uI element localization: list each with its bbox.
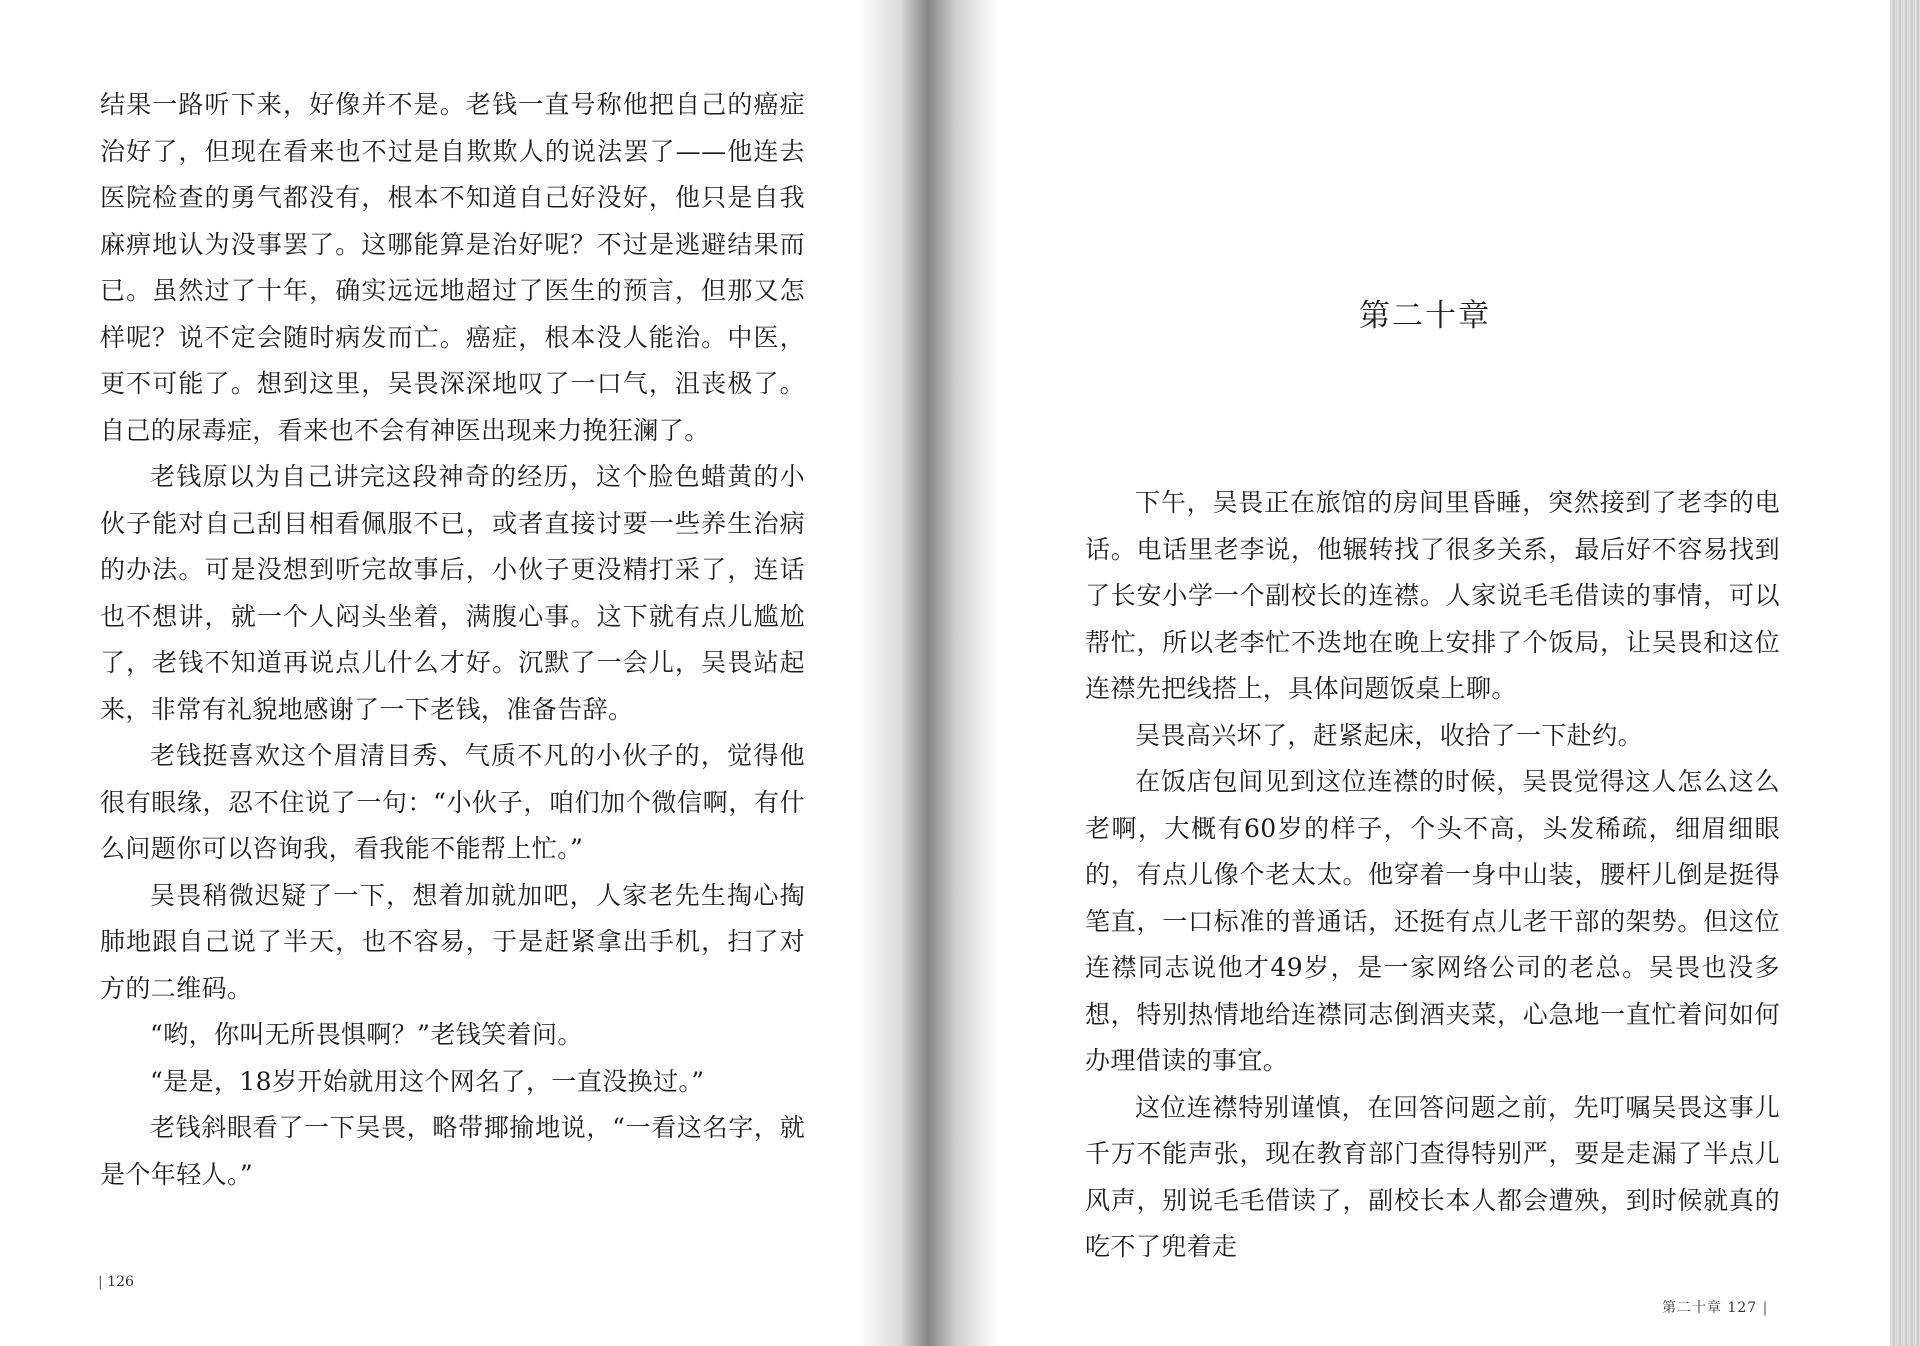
page-edge bbox=[1890, 0, 1920, 1346]
paragraph: 老钱斜眼看了一下吴畏，略带揶揄地说，“一看这名字，就是个年轻人。” bbox=[100, 1113, 805, 1189]
paragraph: “是是，18岁开始就用这个网名了，一直没换过。” bbox=[150, 1066, 705, 1096]
paragraph: 老钱原以为自己讲完这段神奇的经历，这个脸色蜡黄的小伙子能对自己刮目相看佩服不已，或者直接讨要一些养生治病的办法。可是没想到听完故事后，小伙子更没精打采了，连话也不想讲，就一个人闷头坐着，满腹心事。这下就有点儿尴尬了，老钱不知道再说点儿什么才好。沉默了一会儿，吴畏站起来，非常有礼貌地感谢了一下老钱，准备告辞。 bbox=[100, 462, 805, 724]
paragraph: 结果一路听下来，好像并不是。老钱一直号称他把自己的癌症治好了，但现在看来也不过是自欺欺人的说法罢了——他连去医院检查的勇气都没有，根本不知道自己好没好，他只是自我麻痹地认为没事罢了。这哪能算是治好呢？不过是逃避结果而已。虽然过了十年，确实远远地超过了医生的预言，但那又怎样呢？说不定会随时病发而亡。癌症，根本没人能治。中医，更不可能了。想到这里，吴畏深深地叹了一口气，沮丧极了。自己的尿毒症，看来也不会有神医出现来力挽狂澜了。 bbox=[100, 90, 805, 445]
paragraph: “哟，你叫无所畏惧啊？”老钱笑着问。 bbox=[150, 1020, 583, 1049]
left-page-folio bbox=[98, 1274, 134, 1290]
chapter-title: 第二十章 bbox=[1359, 298, 1491, 334]
book-gutter-shadow bbox=[858, 0, 998, 1346]
page-number: 127 bbox=[1727, 1300, 1758, 1316]
folio-divider: | bbox=[1762, 1300, 1769, 1316]
left-page-body bbox=[100, 82, 805, 1198]
right-page-folio bbox=[1662, 1297, 1768, 1317]
paragraph: 在饭店包间见到这位连襟的时候，吴畏觉得这人怎么这么老啊，大概有60岁的样子，个头不高，头发稀疏，细眉细眼的，有点儿像个老太太。他穿着一身中山装，腰杆儿倒是挺得笔直，一口标准的普通话，还挺有点儿老干部的架势。但这位连襟同志说他才49岁，是一家网络公司的老总。吴畏也没多想，特别热情地给连襟同志倒酒夹菜，心急地一直忙着问如何办理借读的事宜。 bbox=[1085, 767, 1780, 1075]
page-number: 126 bbox=[107, 1274, 134, 1290]
folio-divider: | bbox=[98, 1274, 103, 1290]
paragraph: 下午，吴畏正在旅馆的房间里昏睡，突然接到了老李的电话。电话里老李说，他辗转找了很多关系，最后好不容易找到了长安小学一个副校长的连襟。人家说毛毛借读的事情，可以帮忙，所以老李忙不迭地在晚上安排了个饭局，让吴畏和这位连襟先把线搭上，具体问题饭桌上聊。 bbox=[1085, 488, 1780, 703]
running-head: 第二十章 bbox=[1662, 1300, 1722, 1316]
paragraph: 吴畏高兴坏了，赶紧起床，收拾了一下赴约。 bbox=[1135, 720, 1644, 750]
left-page bbox=[0, 0, 900, 1346]
paragraph: 老钱挺喜欢这个眉清目秀、气质不凡的小伙子的，觉得他很有眼缘，忍不住说了一句：“小伙子，咱们加个微信啊，有什么问题你可以咨询我，看我能不能帮上忙。” bbox=[100, 741, 805, 863]
right-page-body bbox=[1085, 480, 1780, 1271]
paragraph: 吴畏稍微迟疑了一下，想着加就加吧，人家老先生掏心掏肺地跟自己说了半天，也不容易，于是赶紧拿出手机，扫了对方的二维码。 bbox=[100, 880, 805, 1003]
paragraph: 这位连襟特别谨慎，在回答问题之前，先叮嘱吴畏这事儿千万不能声张，现在教育部门查得特别严，要是走漏了半点儿风声，别说毛毛借读了，副校长本人都会遭殃，到时候就真的吃不了兜着走 bbox=[1085, 1092, 1780, 1261]
